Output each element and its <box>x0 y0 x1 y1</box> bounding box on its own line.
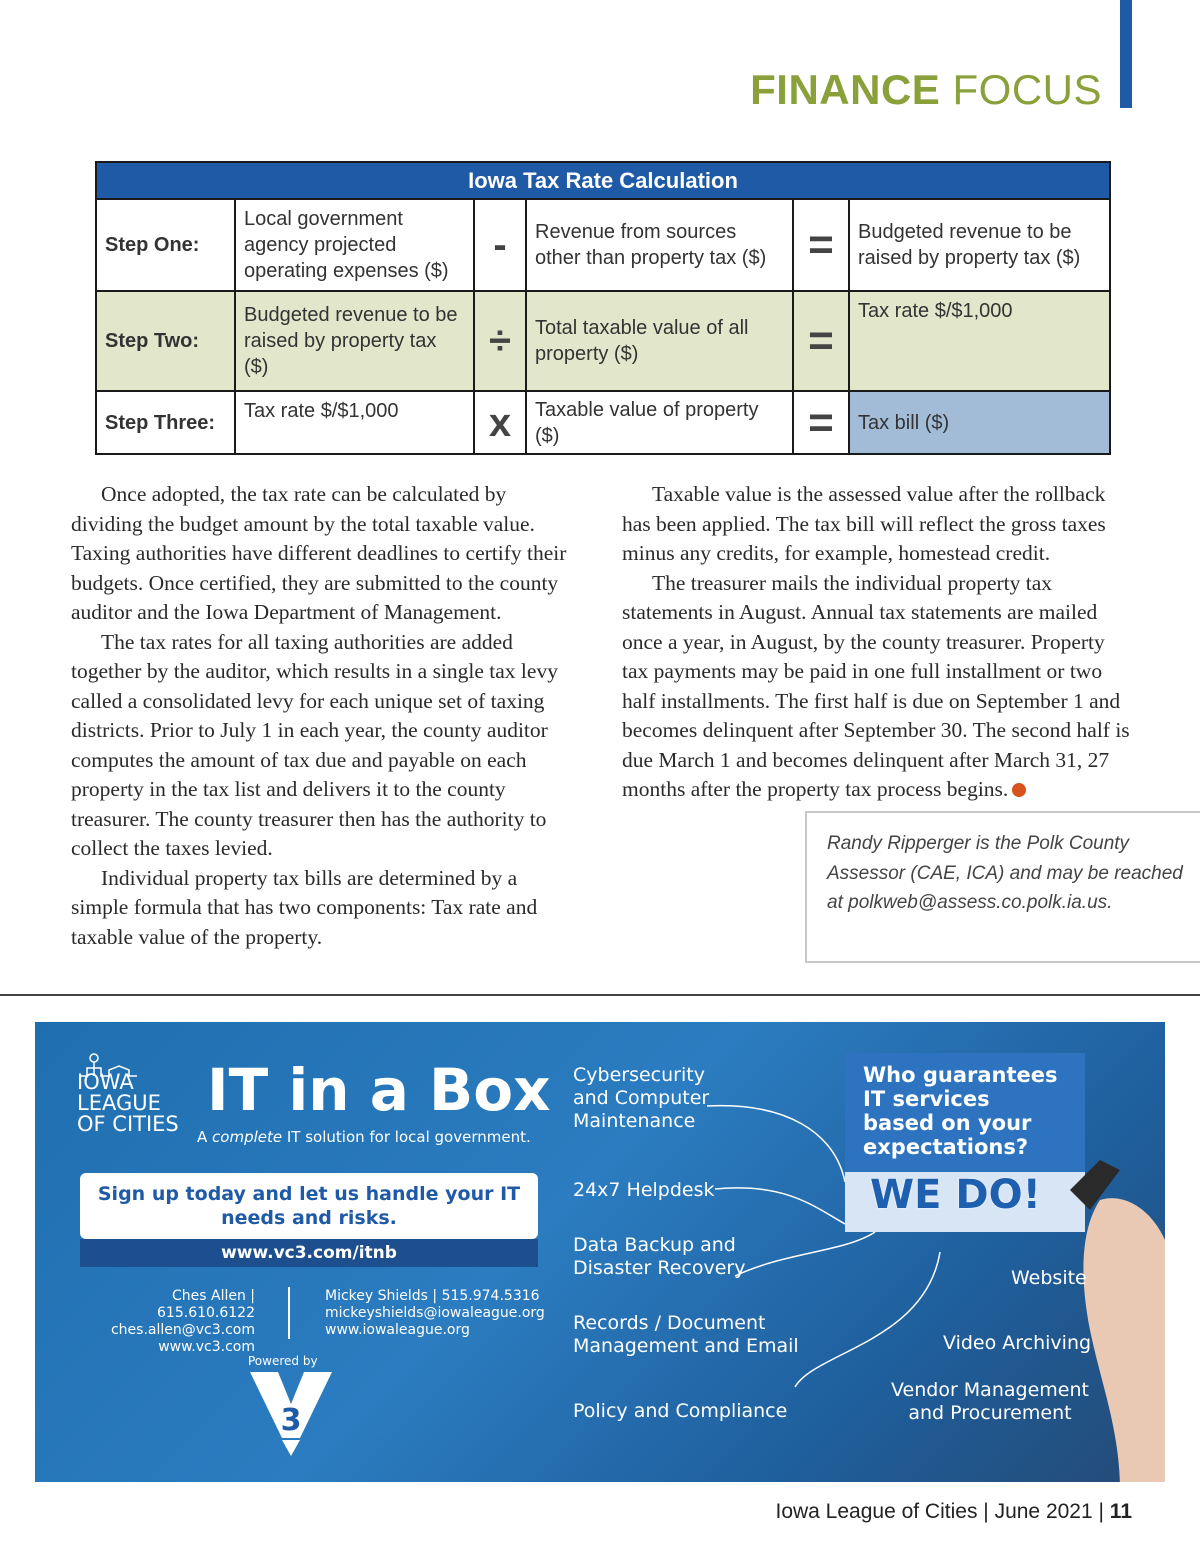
feature-website: Website <box>1011 1267 1087 1289</box>
table-row <box>96 199 1110 291</box>
divide-operator: ÷ <box>474 291 526 391</box>
table-cell: Tax rate $/$1,000 <box>235 391 474 454</box>
multiply-operator: x <box>474 391 526 454</box>
section-title-light: FOCUS <box>952 66 1102 113</box>
minus-operator: - <box>474 199 526 291</box>
page-number: 11 <box>1109 1500 1132 1523</box>
vc3-logo-icon <box>248 1368 334 1458</box>
feature-policy: Policy and Compliance <box>573 1400 788 1422</box>
section-title-bold: FINANCE <box>750 66 941 113</box>
article-column-left <box>71 480 575 952</box>
article-column-right <box>622 480 1134 805</box>
step-label: Step One: <box>96 199 235 291</box>
contact-ches-allen: Ches Allen | 615.610.6122 ches.allen@vc3.com www.vc3.com <box>110 1288 255 1355</box>
contact-mickey-shields: Mickey Shields | 515.974.5316 mickeyshields@iowaleague.org www.iowaleague.org <box>325 1288 545 1338</box>
feature-cybersecurity: Cybersecurity and Computer Maintenance <box>573 1064 710 1132</box>
article-paragraph: Once adopted, the tax rate can be calculated by dividing the budget amount by the total taxable value. Taxing authorities have different deadlines to certify their budgets. Once certified, they are submitted to the county auditor and the Iowa Department of Management. <box>71 482 567 624</box>
ad-answer: WE DO! <box>870 1172 1041 1218</box>
tax-rate-table <box>95 161 1111 455</box>
table-cell-tax-bill: Tax bill ($) <box>849 391 1110 454</box>
feature-backup: Data Backup and Disaster Recovery <box>573 1234 746 1279</box>
table-row <box>96 291 1110 391</box>
article-paragraph: Taxable value is the assessed value after the rollback has been applied. The tax bill will reflect the gross taxes minus any credits, for example, homestead credit. <box>622 482 1106 565</box>
ad-subtitle-em: complete <box>212 1128 283 1146</box>
ad-subtitle <box>197 1128 531 1146</box>
vc3-logo-mark: 3 <box>280 1403 302 1438</box>
article-paragraph: The tax rates for all taxing authorities are added together by the auditor, which results in a single tax levy called a consolidated levy for each unique set of taxing districts. Prior to July 1 in each year, the county auditor computes the amount of tax due and payable on each property in the tax list and delivers it to the county treasurer. The county treasurer then has the authority to collect the taxes levied. <box>71 629 558 860</box>
page-footer <box>775 1500 1132 1524</box>
article-paragraph: Individual property tax bills are determined by a simple formula that has two components: Tax rate and taxable value of the property. <box>71 865 538 949</box>
hand-with-marker-icon <box>1060 1130 1165 1482</box>
table-title: Iowa Tax Rate Calculation <box>96 162 1110 199</box>
article-paragraph-text: The treasurer mails the individual property tax statements in August. Annual tax statements are mailed once a year, in August, by the county treasurer. Property tax payments may be paid in one full installment or two half installments. The first half is due on September 1 and becomes delinquent after September 30. The second half is due March 1 and becomes delinquent after March 31, 27 months after the property tax process begins. <box>622 570 1130 801</box>
powered-by-label: Powered by <box>248 1354 318 1368</box>
table-cell: Taxable value of property ($) <box>526 391 793 454</box>
equals-operator: = <box>793 391 849 454</box>
section-title <box>750 66 1102 114</box>
ad-title: IT in a Box <box>207 1056 551 1124</box>
feature-video-archiving: Video Archiving <box>943 1332 1092 1354</box>
ad-question: Who guarantees IT services based on your expectations? <box>845 1053 1085 1173</box>
step-label: Step Two: <box>96 291 235 391</box>
table-cell: Total taxable value of all property ($) <box>526 291 793 391</box>
author-bio: Randy Ripperger is the Polk County Assessor (CAE, ICA) and may be reached at polkweb@assess.co.polk.ia.us. <box>805 811 1200 963</box>
equals-operator: = <box>793 199 849 291</box>
ad-signup-callout: Sign up today and let us handle your IT needs and risks. <box>80 1173 538 1239</box>
feature-helpdesk: 24x7 Helpdesk <box>573 1179 715 1201</box>
contact-divider <box>288 1287 290 1339</box>
step-label: Step Three: <box>96 391 235 454</box>
table-cell: Revenue from sources other than property tax ($) <box>526 199 793 291</box>
table-row <box>96 391 1110 454</box>
table-cell: Local government agency projected operating expenses ($) <box>235 199 474 291</box>
ad-subtitle-pre: A <box>197 1128 213 1146</box>
table-cell: Tax rate $/$1,000 <box>849 291 1110 391</box>
ad-subtitle-post: IT solution for local government. <box>282 1128 531 1146</box>
advertisement[interactable] <box>35 1022 1165 1482</box>
section-divider <box>0 994 1200 996</box>
header-accent-bar <box>1120 0 1132 108</box>
table-cell: Budgeted revenue to be raised by property tax ($) <box>849 199 1110 291</box>
equals-operator: = <box>793 291 849 391</box>
ad-url-link[interactable]: www.vc3.com/itnb <box>80 1239 538 1267</box>
end-mark-icon <box>1012 783 1026 797</box>
feature-records: Records / Document Management and Email <box>573 1312 799 1357</box>
article-paragraph-last <box>622 569 1134 805</box>
table-cell: Budgeted revenue to be raised by property tax ($) <box>235 291 474 391</box>
feature-vendor-management: Vendor Management and Procurement <box>891 1379 1089 1424</box>
footer-publication: Iowa League of Cities | June 2021 | <box>775 1500 1110 1523</box>
league-logo-text: IOWA LEAGUE OF CITIES <box>77 1070 179 1136</box>
